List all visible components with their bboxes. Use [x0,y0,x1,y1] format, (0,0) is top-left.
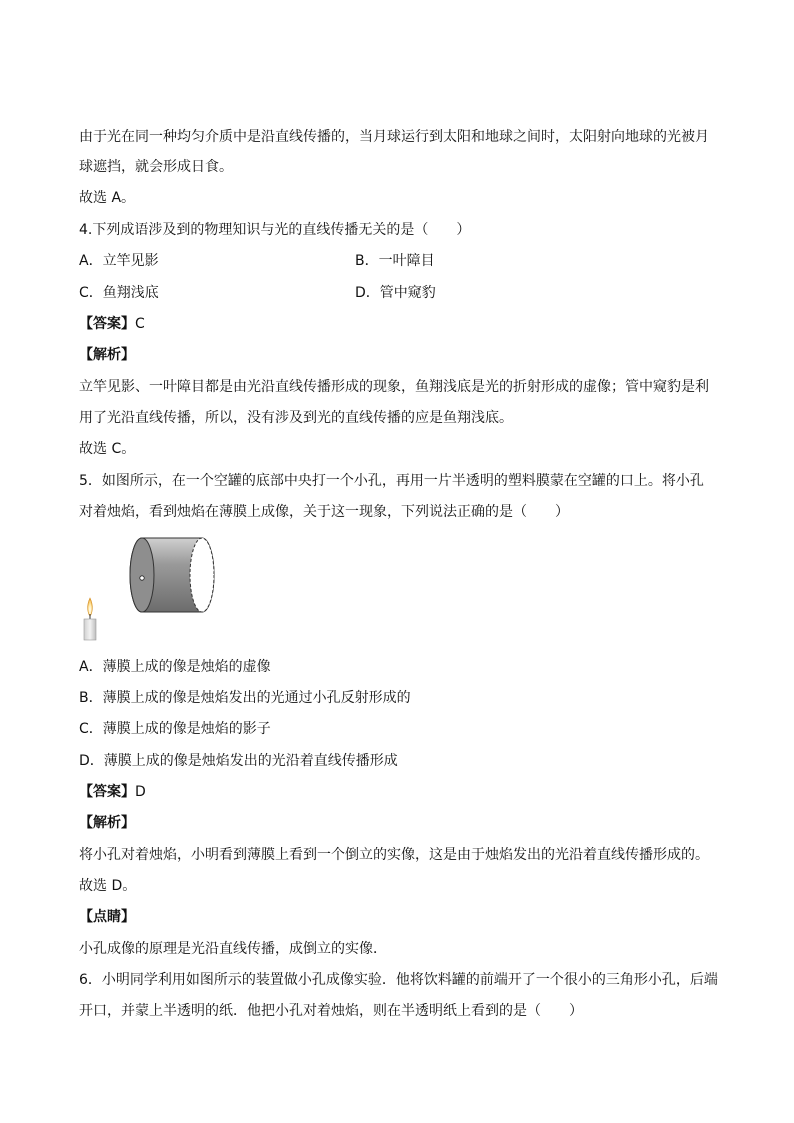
q5-tip: 小孔成像的原理是光沿直线传播，成倒立的实像． [79,941,387,957]
pinhole [140,576,144,580]
q4-analysis-line2: 用了光沿直线传播，所以，没有涉及到光的直线传播的应是鱼翔浅底。 [79,410,513,426]
q6-stem-line2: 开口，并蒙上半透明的纸．他把小孔对着烛焰，则在半透明纸上看到的是（ ） [79,1003,583,1019]
q5-tip-label: 【点睛】 [79,909,135,925]
q4-option-a: A．立竿见影 [79,253,159,269]
q5-option-b: B．薄膜上成的像是烛焰发出的光通过小孔反射形成的 [79,690,411,706]
can-shape [130,538,214,612]
q5-answer-label: 【答案】 [79,784,135,800]
q4-answer [79,315,145,333]
q5-conclusion: 故选 D。 [79,878,137,894]
q5-option-d: D．薄膜上成的像是烛焰发出的光沿着直线传播形成 [79,753,398,769]
q6-stem-line1: 6．小明同学利用如图所示的装置做小孔成像实验．他将饮料罐的前端开了一个很小的三角形小孔，后端 [79,972,718,988]
q4-answer-value: C [135,316,145,332]
q5-answer [79,783,146,801]
pinhole-camera-figure [80,530,220,642]
prev-explanation-line1: 由于光在同一种均匀介质中是沿直线传播的，当月球运行到太阳和地球之间时，太阳射向地球的光被月 [79,129,709,145]
q4-option-c: C．鱼翔浅底 [79,285,159,301]
q4-stem: 4.下列成语涉及到的物理知识与光的直线传播无关的是（ ） [79,222,471,238]
q4-option-d: D．管中窥豹 [355,285,436,301]
q4-answer-label: 【答案】 [79,316,135,332]
prev-conclusion: 故选 A。 [79,190,136,206]
q4-option-b: B．一叶障目 [355,253,435,269]
q5-option-a: A．薄膜上成的像是烛焰的虚像 [79,659,271,675]
q5-stem-line2: 对着烛焰，看到烛焰在薄膜上成像，关于这一现象，下列说法正确的是（ ） [79,504,569,520]
q5-answer-value: D [135,784,146,800]
q4-analysis-line1: 立竿见影、一叶障目都是由光沿直线传播形成的现象，鱼翔浅底是光的折射形成的虚像；管中窥豹是利 [79,379,709,395]
q5-analysis: 将小孔对着烛焰，小明看到薄膜上看到一个倒立的实像，这是由于烛焰发出的光沿着直线传播形成的。 [79,847,709,863]
q5-stem-line1: 5．如图所示，在一个空罐的底部中央打一个小孔，再用一片半透明的塑料膜蒙在空罐的口上。将小孔 [79,473,704,489]
candle-icon [84,598,96,640]
q4-analysis-label: 【解析】 [79,347,135,363]
prev-explanation-line2: 球遮挡，就会形成日食。 [79,159,233,175]
q5-option-c: C．薄膜上成的像是烛焰的影子 [79,721,271,737]
q5-analysis-label: 【解析】 [79,815,135,831]
q4-conclusion: 故选 C。 [79,441,136,457]
